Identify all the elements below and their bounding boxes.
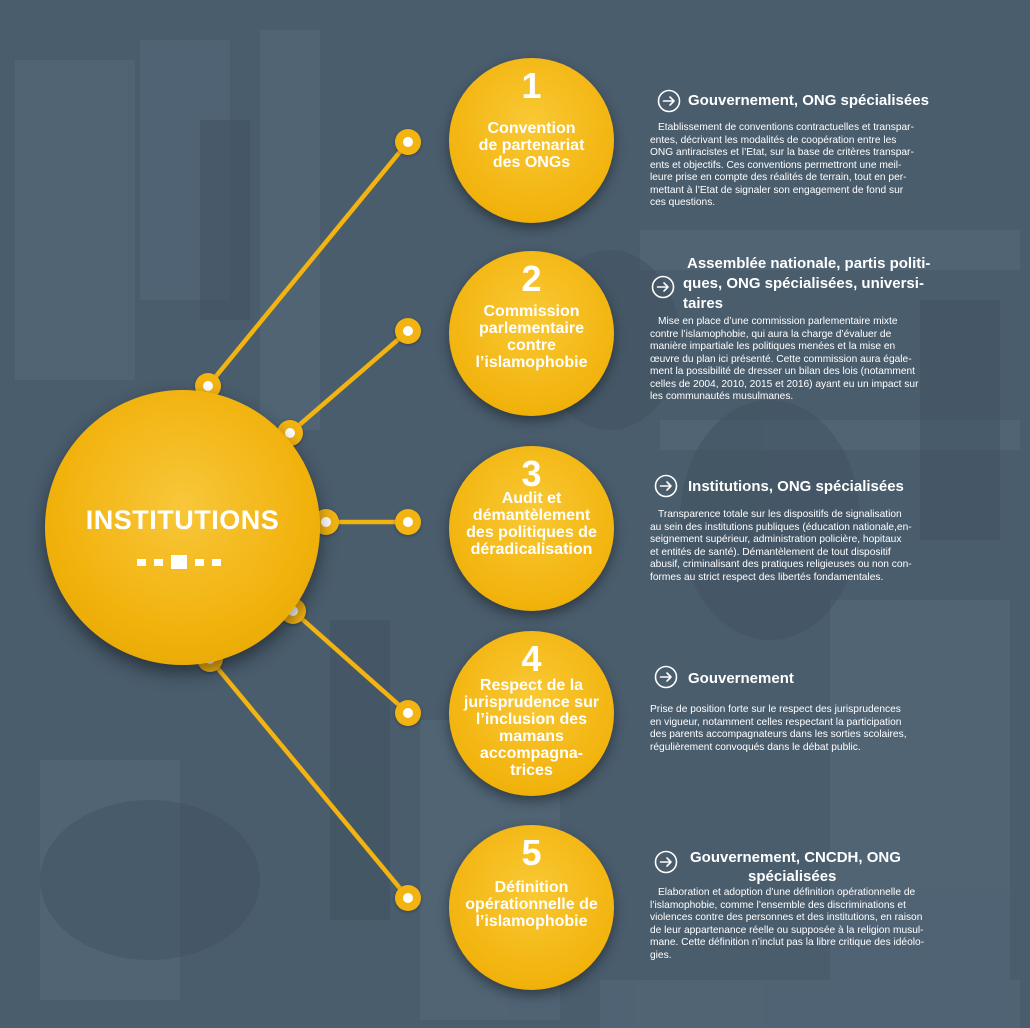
item-circle-1 bbox=[449, 58, 614, 223]
item-heading: Gouvernement, ONG spécialisées bbox=[688, 92, 929, 109]
item-label: Commission parlementaire contre l’islamophobie bbox=[475, 303, 588, 371]
item-number: 5 bbox=[521, 832, 542, 873]
connector-node bbox=[395, 509, 421, 535]
item-description: Elaboration et adoption d’une définition opérationnelle de l’islamophobie, comme l’ensemble des discriminations et violences contre des personnes et des institutions, en raison de leur appartenance réelle ou supposée à la religion musul- mane. Cette définition n’inclut pas la libre critique des idéolo- gies. bbox=[650, 887, 925, 961]
main-circle bbox=[45, 390, 320, 665]
item-description: Mise en place d’une commission parlementaire mixte contre l’islamophobie, qui aura la charge d’évaluer de manière impartiale les politiques menées et la mise en œuvre du plan ici présenté. Cette commission aura égale- ment la possibilité de dresser un bilan des lois (notamment celles de 2004, 2010, 2015 et 2016) ayant eu un impact sur les communautés musulmanes. bbox=[650, 316, 919, 402]
connector-node bbox=[395, 129, 421, 155]
arrow-right-icon bbox=[657, 89, 681, 113]
item-circle-2 bbox=[449, 251, 614, 416]
item-heading: Assemblée nationale, partis politi- ques, ONG spécialisées, universi- taires bbox=[683, 255, 931, 312]
item-heading: Gouvernement, CNCDH, ONG spécialisées bbox=[690, 849, 901, 885]
connector-node bbox=[395, 700, 421, 726]
connector-node bbox=[395, 318, 421, 344]
item-number: 1 bbox=[521, 65, 542, 106]
item-number: 2 bbox=[521, 258, 542, 299]
arrow-right-icon bbox=[651, 275, 675, 299]
arrow-right-icon bbox=[654, 474, 678, 498]
main-title: INSTITUTIONS bbox=[85, 505, 280, 535]
arrow-right-icon bbox=[654, 850, 678, 874]
item-description: Prise de position forte sur le respect des jurisprudences en vigueur, notamment celles respectant la participation des parents accompagnateurs dans les sorties scolaires, régulièrement convoqués dans le débat public. bbox=[650, 704, 907, 753]
item-circle-5 bbox=[449, 825, 614, 990]
item-heading: Gouvernement bbox=[688, 670, 794, 687]
item-label: Audit et démantèlement des politiques de déradicalisation bbox=[466, 490, 597, 558]
arrow-right-icon bbox=[654, 665, 678, 689]
item-circle-4 bbox=[449, 631, 614, 796]
item-number: 3 bbox=[521, 453, 542, 494]
item-number: 4 bbox=[521, 638, 542, 679]
item-heading: Institutions, ONG spécialisées bbox=[688, 478, 904, 495]
item-label: Respect de la jurisprudence sur l’inclusion des mamans accompagna- trices bbox=[463, 677, 600, 779]
item-description: Transparence totale sur les dispositifs de signalisation au sein des institutions publiques (éducation nationale,en- seignement supérieur, administration policière, hopitaux et entités de santé). Démantèlement de tout dispositif abusif, criminalisant des pratiques religieuses ou non con- formes au strict respect des libertés fondamentales. bbox=[650, 509, 912, 583]
item-description: Etablissement de conventions contractuelles et transpar- entes, décrivant les modalités de coopération entre les ONG antiracistes et l’Etat, sur la base de critères transpar- ents et objectifs. Ces conventions permettront une meil- leure prise en compte des réalités de terrain, tout en per- mettant à l’Etat de signaler son engagement de fond sur ces questions. bbox=[650, 122, 914, 208]
item-label: Définition opérationnelle de l’islamophobie bbox=[465, 879, 598, 930]
item-label: Convention de partenariat des ONGs bbox=[478, 120, 585, 171]
connector-node bbox=[395, 885, 421, 911]
item-circle-3 bbox=[449, 446, 614, 611]
